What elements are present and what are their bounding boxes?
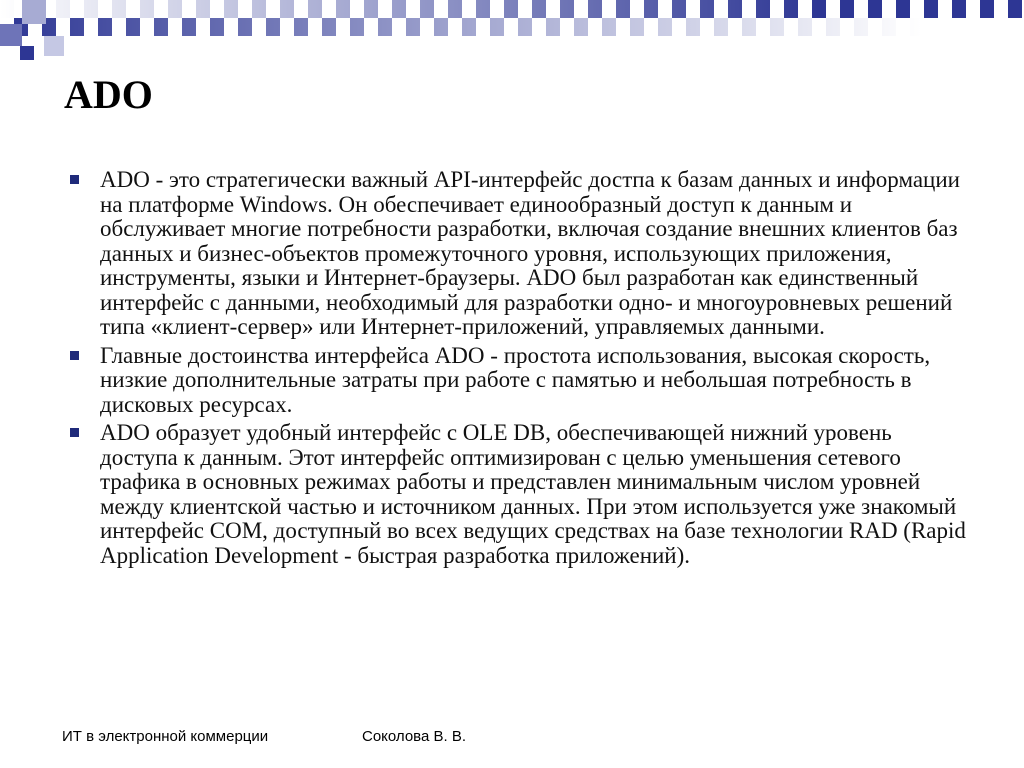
decor-square (20, 46, 34, 60)
bullet-text: Главные достоинства интерфейса ADO - простота использования, высокая скорость, низкие дополнительные затраты при работе с памятью и небольшая потребность в дисковых ресурсах. (100, 342, 931, 417)
footer-course: ИТ в электронной коммерции (62, 728, 269, 745)
header-decoration (0, 0, 1024, 60)
bullet-item (70, 168, 970, 340)
bullet-text: ADO образует удобный интерфейс с OLE DB, обеспечивающей нижний уровень доступа к данным. Этот интерфейс оптимизирован с целью уменьшения сетевого трафика в основных режимах работы и представлен минимальным числом уровней между клиентской частью и источником данных. При этом используется уже знакомый интерфейс COM, доступный во всех ведущих средствах на базе технологии RAD (Rapid Application Development - быстрая разработка приложений). (100, 420, 966, 568)
decor-square (22, 0, 46, 24)
bullet-text: ADO - это стратегически важный API-интерфейс достпа к базам данных и информации на платформе Windows. Он обеспечивает единообразный доступ к данным и обслуживает многие потребности разработки, включая создание внешних клиентов баз данных и бизнес-объектов промежуточного уровня, использующих приложения, инструменты, языки и Интернет-браузеры. ADO был разработан как единственный интерфейс с данными, необходимый для разработки одно- и многоуровневых решений типа «клиент-сервер» или Интернет-приложений, управляемых данными. (100, 167, 960, 339)
bullet-item (70, 421, 970, 568)
header-checker-row-top (0, 0, 1024, 18)
square-bullet-icon (70, 175, 79, 184)
bullet-item (70, 344, 970, 418)
decor-square (44, 36, 64, 56)
decor-square (0, 24, 22, 46)
slide-title: ADO (64, 72, 153, 117)
footer-author: Соколова В. В. (362, 728, 467, 745)
header-checker-row-bottom (0, 18, 1024, 36)
square-bullet-icon (70, 428, 79, 437)
square-bullet-icon (70, 351, 79, 360)
bullet-list (70, 168, 970, 572)
